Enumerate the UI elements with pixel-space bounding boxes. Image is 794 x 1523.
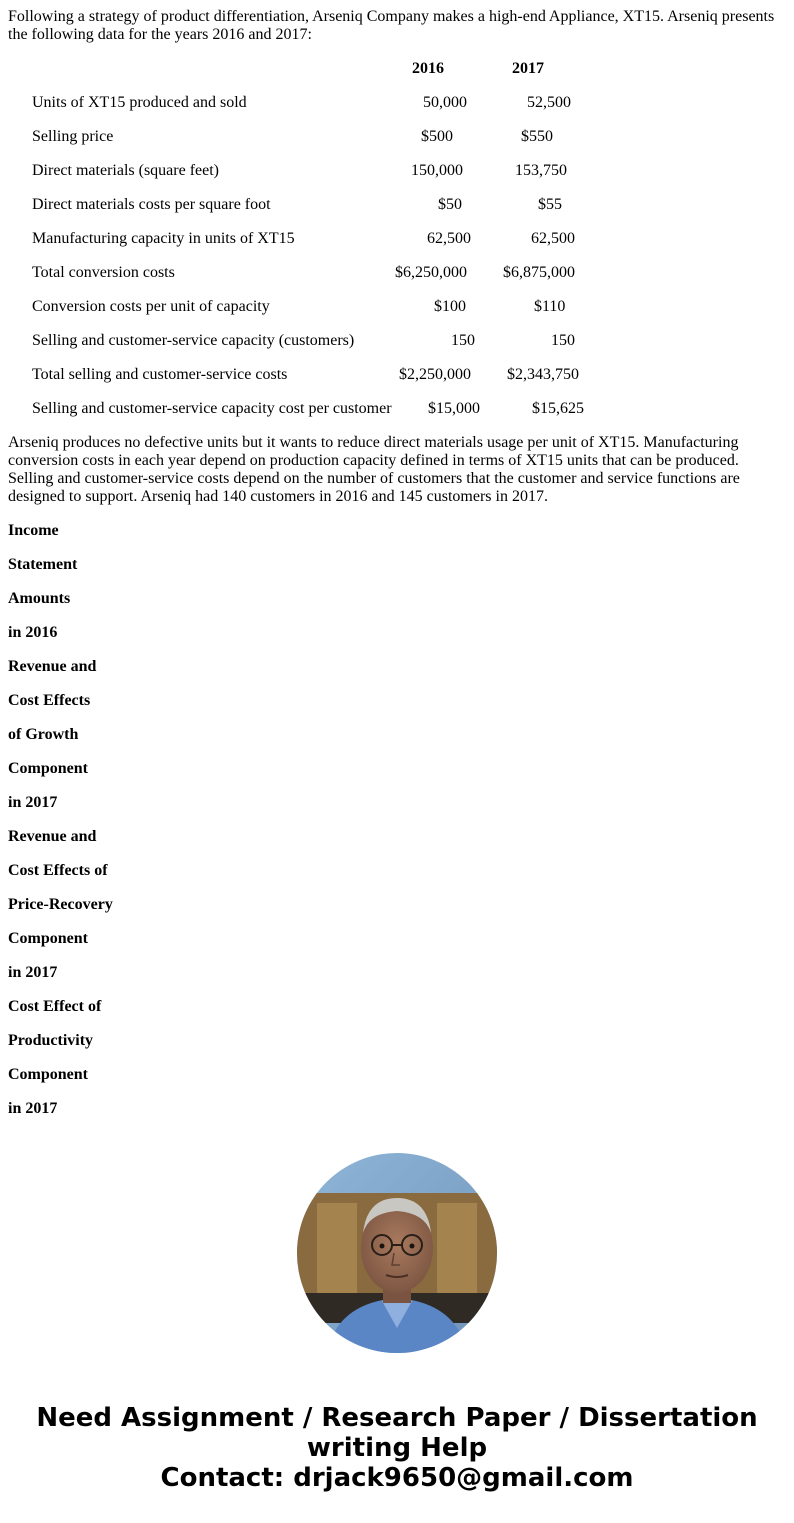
column-header-line: Component [8,760,89,777]
row-label: Units of XT15 produced and sold [32,94,247,111]
row-value-2016: $100 [434,298,466,315]
promo-banner [0,1403,794,1493]
column-header-line: Income [8,522,59,539]
row-value-2016: 62,500 [427,230,471,247]
portrait-illustration [297,1153,497,1353]
promo-line-2: writing Help [306,1433,488,1463]
column-header-line: in 2016 [8,624,58,641]
column-header-line: Revenue and [8,828,97,845]
row-value-2017: $6,875,000 [503,264,575,281]
column-header-line: Component [8,930,89,947]
row-label: Selling and customer-service capacity cost per customer [32,400,392,417]
row-label: Conversion costs per unit of capacity [32,298,270,315]
intro-paragraph: Following a strategy of product differentiation, Arseniq Company makes a high-end Appliance, XT15. Arseniq presents the following data for the years 2016 and 2017: [8,8,775,43]
body-paragraph: Arseniq produces no defective units but it wants to reduce direct materials usage per unit of XT15. Manufacturing conversion costs in each year depend on production capacity defined in terms of XT15 units that can be produced. Selling and customer-service costs depend on the number of customers that the customer and service functions are designed to support. Arseniq had 140 customers in 2016 and 145 customers in 2017. [8,434,740,505]
row-value-2017: 62,500 [531,230,575,247]
row-value-2017: $110 [534,298,566,315]
row-label: Total conversion costs [32,264,175,281]
column-header-line: Revenue and [8,658,97,675]
row-label: Manufacturing capacity in units of XT15 [32,230,295,247]
column-header-line: Price-Recovery [8,896,113,913]
row-value-2017: $2,343,750 [507,366,579,383]
row-value-2016: $2,250,000 [399,366,471,383]
column-header-line: Statement [8,556,78,573]
row-label: Selling and customer-service capacity (customers) [32,332,355,349]
row-label: Selling price [32,128,114,145]
column-header-line: Cost Effect of [8,998,102,1015]
promo-line-1: Need Assignment / Research Paper / Dissertation [36,1403,758,1433]
column-header-line: Cost Effects [8,692,91,709]
row-label: Direct materials costs per square foot [32,196,271,213]
row-value-2017: 52,500 [527,94,571,111]
row-value-2016: $6,250,000 [395,264,467,281]
row-value-2016: $15,000 [428,400,480,417]
row-label: Total selling and customer-service costs [32,366,288,383]
row-value-2016: 50,000 [423,94,467,111]
column-header-line: in 2017 [8,794,58,811]
row-label: Direct materials (square feet) [32,162,220,179]
promo-contact: Contact: drjack9650@gmail.com [160,1463,634,1493]
row-value-2017: $550 [521,128,553,145]
author-photo [297,1153,497,1353]
column-header-line: Cost Effects of [8,862,108,879]
row-value-2016: $500 [421,128,453,145]
row-value-2016: 150 [451,332,475,349]
row-value-2016: $50 [438,196,462,213]
column-header-line: Component [8,1066,89,1083]
row-value-2017: $15,625 [532,400,584,417]
column-header-line: in 2017 [8,964,58,981]
table-header-2017: 2017 [512,60,544,77]
column-header-line: Productivity [8,1032,94,1049]
row-value-2017: 150 [551,332,575,349]
column-header-line: of Growth [8,726,79,743]
row-value-2017: $55 [538,196,562,213]
row-value-2016: 150,000 [411,162,463,179]
column-header-line: Amounts [8,590,71,607]
row-value-2017: 153,750 [515,162,567,179]
column-header-line: in 2017 [8,1100,58,1117]
table-header-2016: 2016 [412,60,444,77]
